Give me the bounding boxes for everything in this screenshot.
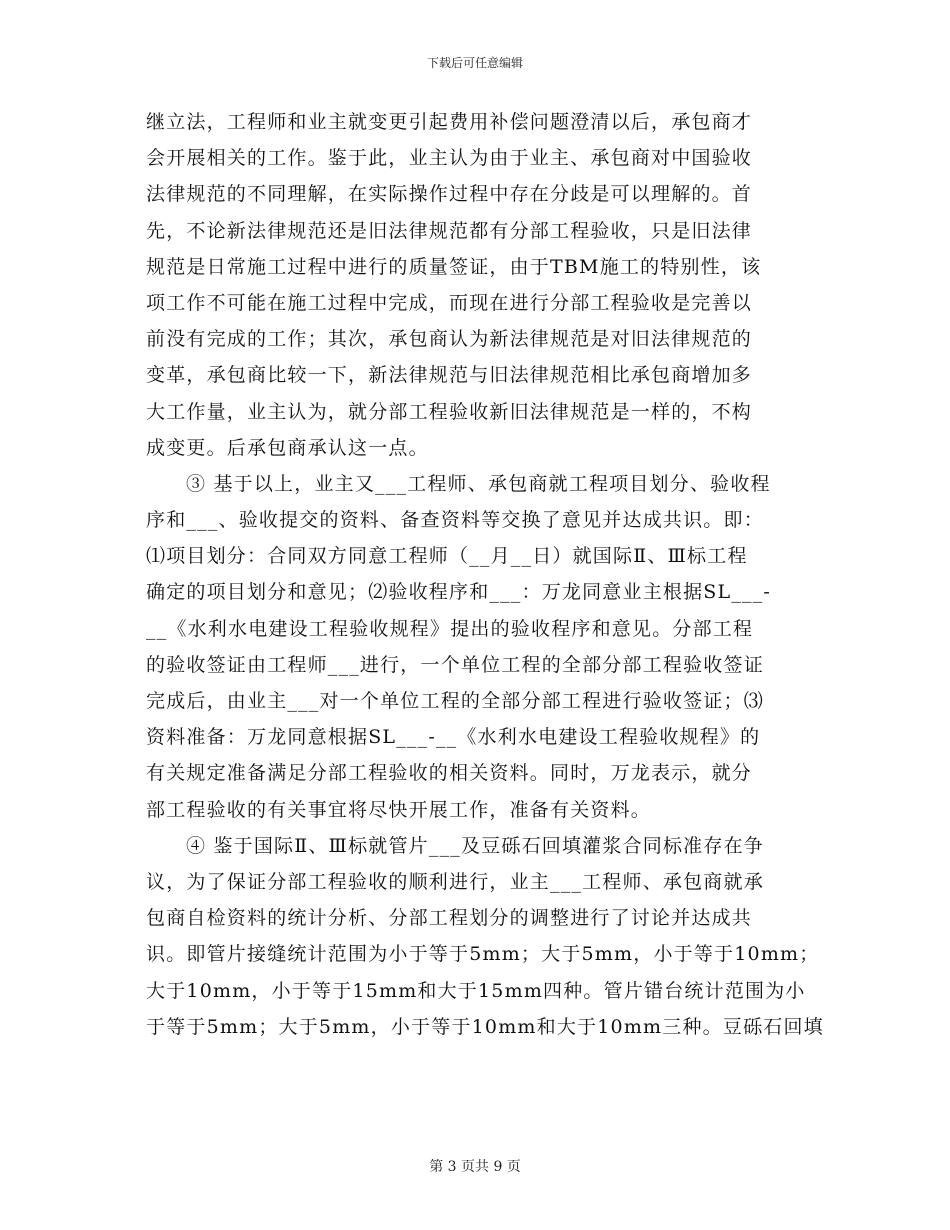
page-footer: 第 3 页共 9 页 xyxy=(429,1159,521,1175)
text-line: 大于10mm，小于等于15mm和大于15mm四种。管片错台统计范围为小 xyxy=(146,979,806,1002)
text-line: 资料准备：万龙同意根据SL___-__《水利水电建设工程验收规程》的 xyxy=(146,726,761,749)
text-line: 完成后，由业主___对一个单位工程的全部分部工程进行验收签证；⑶ xyxy=(146,690,764,712)
text-line: 于等于5mm；大于5mm，小于等于10mm和大于10mm三种。豆砾石回填 xyxy=(146,1015,824,1038)
text-line: 法律规范的不同理解，在实际操作过程中存在分歧是可以理解的。首 xyxy=(146,183,753,206)
text-line: __《水利水电建设工程验收规程》提出的验收程序和意见。分部工程 xyxy=(146,617,754,640)
text-line: 项工作不可能在施工过程中完成，而现在进行分部工程验收是完善以 xyxy=(146,291,753,314)
text-line: 序和___、验收提交的资料、备查资料等交换了意见并达成共识。即： xyxy=(146,509,764,532)
paragraph-4-start: ④ 鉴于国际Ⅱ、Ⅲ标就管片___及豆砾石回填灌浆合同标准存在争 xyxy=(186,834,764,857)
text-line: ⑴项目划分：合同双方同意工程师（__月__日）就国际Ⅱ、Ⅲ标工程 xyxy=(146,545,748,568)
text-line: 部工程验收的有关事宜将尽快开展工作，准备有关资料。 xyxy=(146,798,652,821)
text-line: 成变更。后承包商承认这一点。 xyxy=(146,436,429,459)
text-line: 会开展相关的工作。鉴于此，业主认为由于业主、承包商对中国验收 xyxy=(146,147,753,170)
text-line: 规范是日常施工过程中进行的质量签证，由于TBM施工的特别性，该 xyxy=(146,255,762,278)
paragraph-3-start: ③ 基于以上，业主又___工程师、承包商就工程项目划分、验收程 xyxy=(186,472,771,495)
text-line: 有关规定准备满足分部工程验收的相关资料。同时，万龙表示，就分 xyxy=(146,762,753,785)
text-line: 变革，承包商比较一下，新法律规范与旧法律规范相比承包商增加多 xyxy=(146,364,753,387)
page-header: 下载后可任意编辑 xyxy=(426,56,523,70)
text-line: 的验收签证由工程师___进行，一个单位工程的全部分部工程验收签证 xyxy=(146,653,764,676)
text-line: 包商自检资料的统计分析、分部工程划分的调整进行了讨论并达成共 xyxy=(146,907,753,930)
text-line: 大工作量，业主认为，就分部工程验收新旧法律规范是一样的，不构 xyxy=(146,400,753,423)
text-line: 确定的项目划分和意见；⑵验收程序和___：万龙同意业主根据SL___- xyxy=(146,581,772,604)
document-body xyxy=(146,104,824,1045)
text-line: 议，为了保证分部工程验收的顺利进行，业主___工程师、承包商就承 xyxy=(146,870,764,893)
text-line: 识。即管片接缝统计范围为小于等于5mm；大于5mm，小于等于10mm； xyxy=(146,943,820,966)
text-line: 先，不论新法律规范还是旧法律规范都有分部工程验收，只是旧法律 xyxy=(146,219,753,242)
text-line: 继立法，工程师和业主就变更引起费用补偿问题澄清以后，承包商才 xyxy=(146,111,753,133)
text-line: 前没有完成的工作；其次，承包商认为新法律规范是对旧法律规范的 xyxy=(146,328,753,351)
